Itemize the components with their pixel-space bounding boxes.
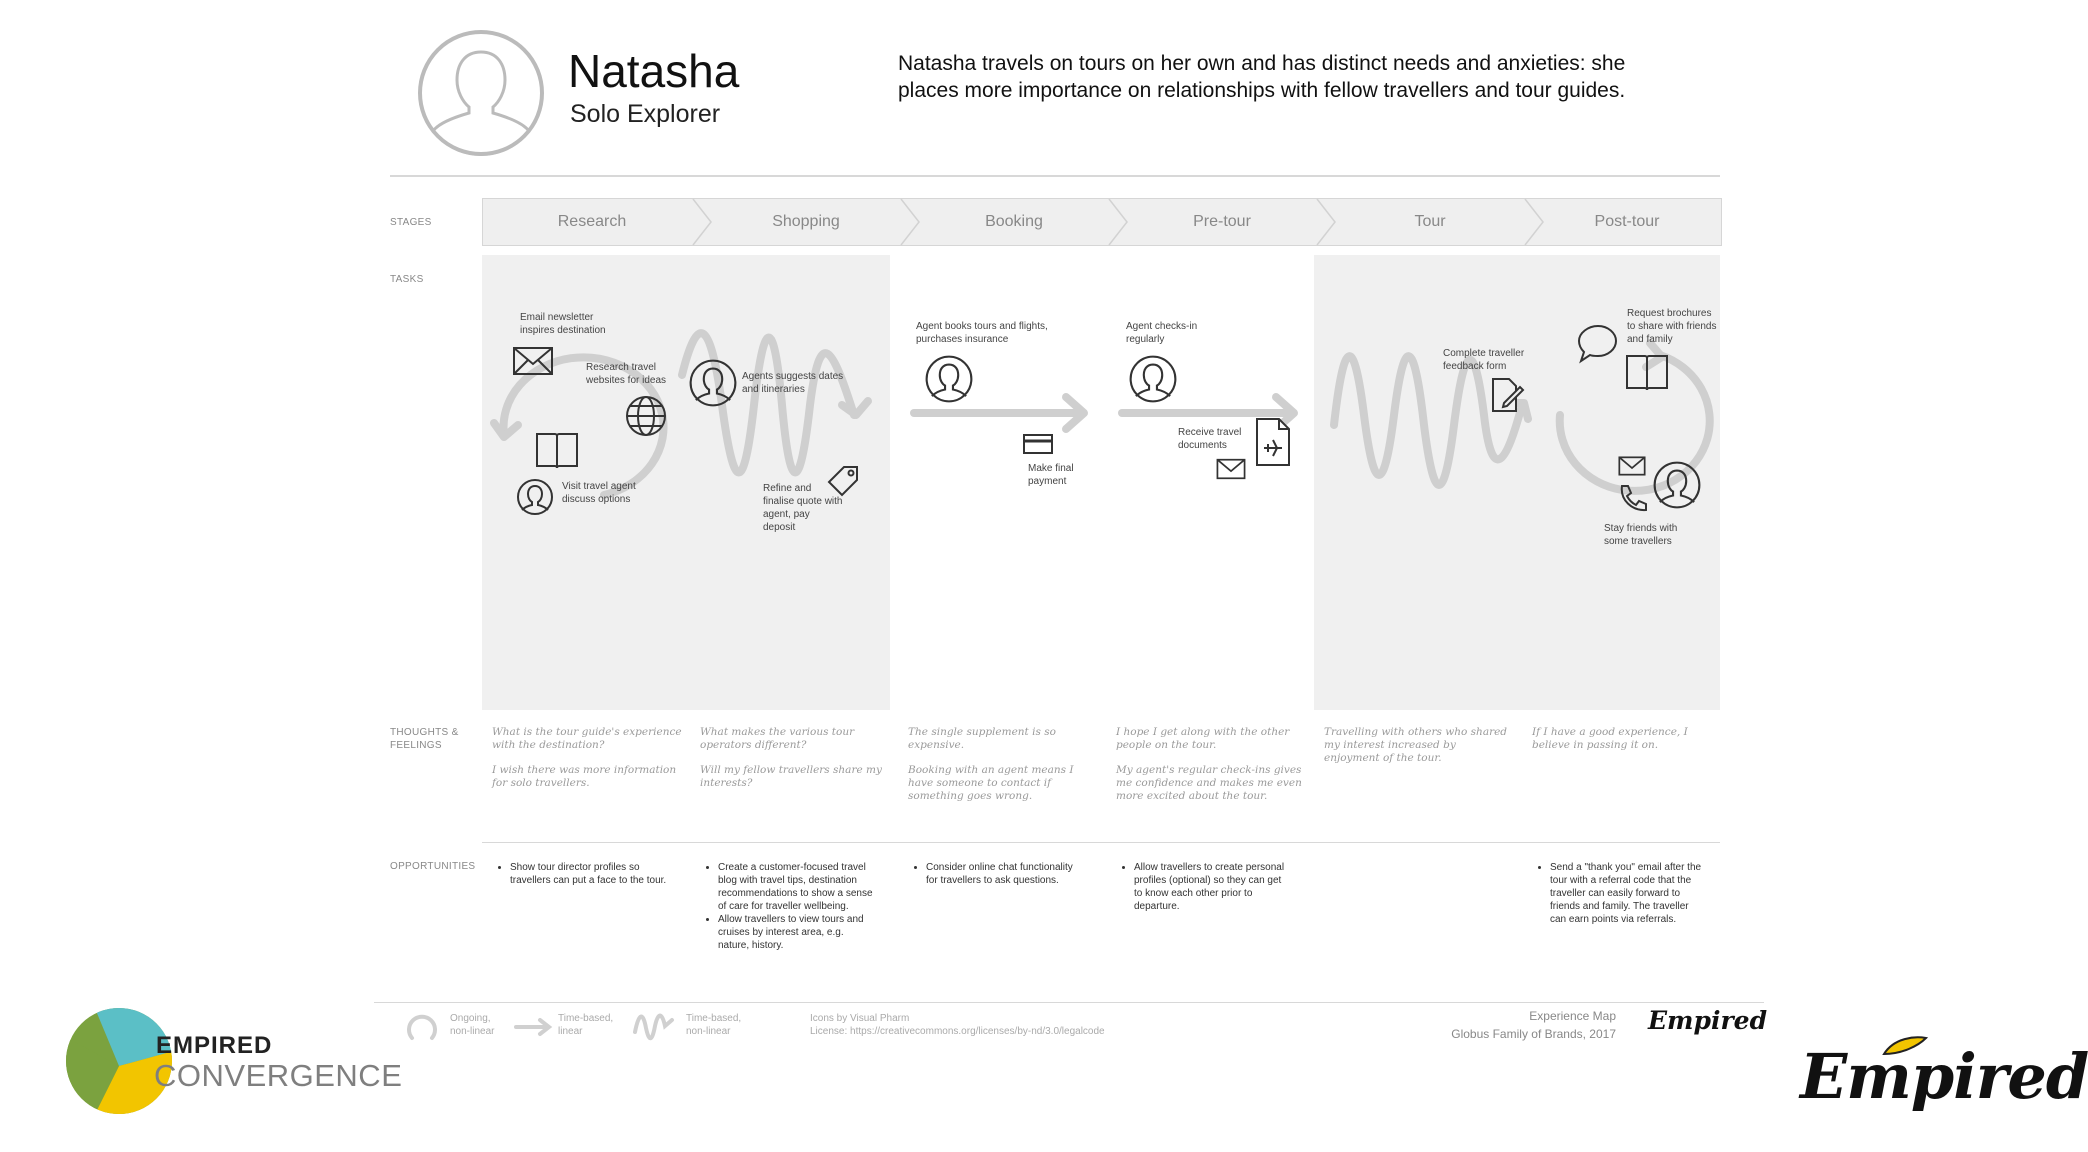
opportunities-research [492,861,667,887]
credit-card-icon [1022,432,1054,456]
thought: Booking with an agent means I have someone to contact if something goes wrong. [908,764,1074,802]
thoughts-pre-tour [1116,726,1306,815]
convergence-logo-top: EMPIRED [156,1032,273,1059]
agent-icon [1128,354,1178,404]
opportunities-pre-tour [1116,861,1291,913]
opportunities-post-tour [1532,861,1707,926]
thoughts-post-tour [1532,726,1722,764]
experience-map-title: Experience Map [1529,1009,1616,1023]
speech-bubble-icon [1576,322,1620,364]
thoughts-research [492,726,682,802]
experience-map-source: Globus Family of Brands, 2017 [1451,1027,1616,1041]
thoughts-shopping [700,726,890,802]
thought: I wish there was more information for solo travellers. [492,764,677,789]
legend-timebased-linear: Time-based, linear [558,1013,614,1037]
thought: I hope I get along with the other people on the tour. [1116,726,1290,751]
opportunity-item: • Allow travellers to create personal profiles (optional) so they can get to know each other prior to departure. [1134,861,1291,913]
task-receive-documents: Receive travel documents [1178,427,1242,451]
task-request-brochures: Request brochures to share with friends and family [1627,308,1717,345]
opportunities-booking [908,861,1083,887]
icons-license: License: https://creativecommons.org/licenses/by-nd/3.0/legalcode [810,1026,1105,1037]
empired-logo: Empired [1800,1040,2088,1113]
task-agent-books: Agent books tours and flights, purchases insurance [916,321,1048,345]
feedback-form-icon [1490,376,1524,414]
thought: What makes the various tour operators different? [700,726,855,751]
task-agents-suggest: Agents suggests dates and itineraries [742,371,844,395]
opportunities-divider [482,842,1720,843]
persona-name: Natasha [568,45,740,97]
opportunities-row-label: OPPORTUNITIES [390,861,476,872]
stage-post-tour: Post-tour [1594,213,1660,230]
legend-timebased-nonlinear: Time-based, non-linear [686,1013,742,1037]
agent-icon [688,358,738,408]
task-research-websites: Research travel websites for ideas [586,362,667,386]
stage-shopping: Shopping [772,213,840,230]
task-visit-agent: Visit travel agent discuss options [562,481,636,505]
opportunity-item: • Consider online chat functionality for travellers to ask questions. [926,861,1083,887]
traveller-friend-icon [1652,460,1702,510]
thought: What is the tour guide's experience with the destination? [492,726,682,751]
book-icon [1624,352,1670,394]
empired-small-logo: Empired [1648,1006,1768,1035]
envelope-icon [1618,456,1646,476]
opportunity-item: • Create a customer-focused travel blog with travel tips, destination recommendations to show a sense of care for traveller wellbeing. [718,861,875,913]
thought: My agent's regular check-ins gives me confidence and makes me even more excited about the tour. [1116,764,1302,802]
stages-row-label: STAGES [390,217,432,228]
ongoing-nonlinear-legend-icon [402,1008,442,1048]
globe-icon [624,394,668,438]
stage-bar [482,198,1722,246]
stage-booking: Booking [985,213,1043,230]
convergence-logo-bottom: CONVERGENCE [154,1058,403,1093]
header-divider [390,175,1720,177]
task-refine-quote: Refine and finalise quote with agent, pay deposit [763,483,843,533]
timebased-nonlinear-legend-icon [632,1010,676,1042]
thoughts-tour [1324,726,1514,777]
stage-tour: Tour [1414,213,1446,230]
thoughts-row-label: THOUGHTS & FEELINGS [390,727,459,751]
agent-icon [924,354,974,404]
opportunity-item: • Show tour director profiles so travellers can put a face to the tour. [510,861,667,887]
opportunity-item: • Send a "thank you" email after the tour with a referral code that the traveller can easily forward to friends and family. The traveller can earn points via referrals. [1550,861,1707,926]
persona-subtitle: Solo Explorer [570,100,721,128]
book-icon [534,430,580,472]
thought: Will my fellow travellers share my interests? [700,764,882,789]
task-agent-checks: Agent checks-in regularly [1126,321,1198,345]
phone-icon [1616,482,1648,514]
opportunity-item: • Allow travellers to view tours and cruises by interest area, e.g. nature, history. [718,913,875,952]
stage-pre-tour: Pre-tour [1193,213,1251,230]
thought: If I have a good experience, I believe in passing it on. [1532,726,1688,751]
icons-credit: Icons by Visual Pharm [810,1013,910,1024]
stage-research: Research [557,213,627,230]
task-feedback-form: Complete traveller feedback form [1443,348,1525,372]
agent-icon [516,478,554,516]
legend-ongoing: Ongoing, non-linear [450,1013,495,1037]
task-email-newsletter: Email newsletter inspires destination [520,312,606,336]
persona-description: Natasha travels on tours on her own and has distinct needs and anxieties: she places more importance on relationships with fellow travellers and tour guides. [898,52,1626,102]
thoughts-booking [908,726,1098,815]
opportunities-shopping [700,861,875,952]
persona-avatar-icon [416,28,546,158]
tasks-row-label: TASKS [390,274,424,285]
journey-flow-graphics [482,255,1720,710]
task-final-payment: Make final payment [1028,463,1074,487]
footer-divider [374,1002,1764,1003]
envelope-icon [512,346,554,376]
thought: Travelling with others who shared my interest increased by enjoyment of the tour. [1324,726,1508,764]
thought: The single supplement is so expensive. [908,726,1056,751]
envelope-icon [1216,458,1246,480]
task-stay-friends: Stay friends with some travellers [1604,523,1678,547]
timebased-linear-legend-icon [514,1016,554,1038]
travel-document-icon [1254,416,1292,468]
